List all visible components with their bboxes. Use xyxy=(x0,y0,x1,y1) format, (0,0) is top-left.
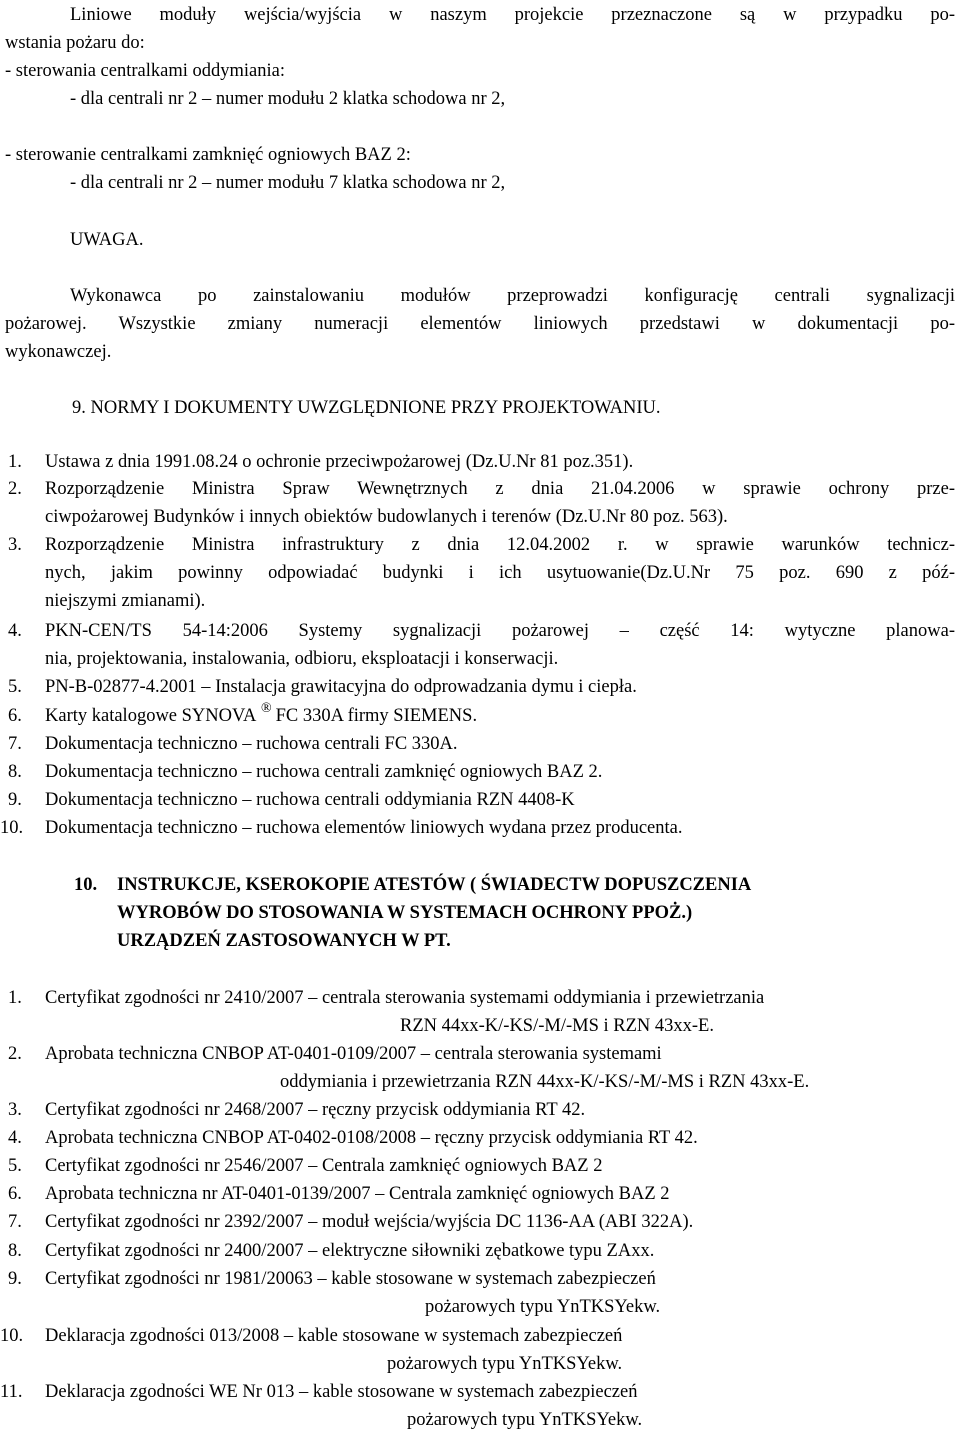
section-9-heading: 9. NORMY I DOKUMENTY UWZGLĘDNIONE PRZY PROJEKTOWANIU. xyxy=(72,398,661,418)
norm-item-3-line-3: niejszymi zmianami). xyxy=(45,591,206,611)
cert-number: 1. xyxy=(8,988,22,1008)
norm-item-4-line-2: nia, projektowania, instalowania, odbioru, eksploatacji i konserwacji. xyxy=(45,649,559,669)
cert-item-11-line-2: pożarowych typu YnTKSYekw. xyxy=(407,1410,643,1430)
intro-line-4: - dla centrali nr 2 – numer modułu 2 klatka schodowa nr 2, xyxy=(70,89,506,109)
cert-number: 6. xyxy=(8,1184,22,1204)
uwaga-line-3: wykonawczej. xyxy=(5,342,112,362)
cert-item-4: Aprobata techniczna CNBOP AT-0402-0108/2008 – ręczny przycisk oddymiania RT 42. xyxy=(45,1128,698,1148)
cert-number: 9. xyxy=(8,1269,22,1289)
cert-item-8: Certyfikat zgodności nr 2400/2007 – elektryczne siłowniki zębatkowe typu ZAxx. xyxy=(45,1241,655,1261)
cert-number: 4. xyxy=(8,1128,22,1148)
norm-number: 2. xyxy=(8,479,22,499)
norm-item-5: PN-B-02877-4.2001 – Instalacja grawitacyjna do odprowadzania dymu i ciepła. xyxy=(45,677,637,697)
cert-number: 11. xyxy=(0,1382,23,1402)
norm-item-6-text-b: FC 330A firmy SIEMENS. xyxy=(275,706,478,726)
cert-item-9-line-1: Certyfikat zgodności nr 1981/20063 – kable stosowane w systemach zabezpieczeń xyxy=(45,1269,656,1289)
uwaga-title: UWAGA. xyxy=(70,230,144,250)
uwaga-line-2: pożarowej. Wszystkie zmiany numeracji elementów liniowych przedstawi w dokumentacji po- xyxy=(5,314,955,334)
norm-item-2-line-2: ciwpożarowej Budynków i innych obiektów budowlanych i terenów (Dz.U.Nr 80 poz. 563). xyxy=(45,507,728,527)
norm-number: 6. xyxy=(8,706,22,726)
intro-line-6: - dla centrali nr 2 – numer modułu 7 klatka schodowa nr 2, xyxy=(70,173,506,193)
cert-number: 8. xyxy=(8,1241,22,1261)
cert-number: 7. xyxy=(8,1212,22,1232)
intro-line-1: Liniowe moduły wejścia/wyjścia w naszym projekcie przeznaczone są w przypadku po- xyxy=(70,5,955,25)
norm-item-3-line-2: nych, jakim powinny odpowiadać budynki i ich usytuowanie(Dz.U.Nr 75 poz. 690 z póź- xyxy=(45,563,955,583)
norm-number: 1. xyxy=(8,452,22,472)
cert-number: 5. xyxy=(8,1156,22,1176)
cert-item-10-line-1: Deklaracja zgodności 013/2008 – kable stosowane w systemach zabezpieczeń xyxy=(45,1326,623,1346)
norm-item-3-line-1: Rozporządzenie Ministra infrastruktury z dnia 12.04.2002 r. w sprawie warunków technicz- xyxy=(45,535,955,555)
cert-item-5: Certyfikat zgodności nr 2546/2007 – Centrala zamknięć ogniowych BAZ 2 xyxy=(45,1156,603,1176)
cert-item-9-line-2: pożarowych typu YnTKSYekw. xyxy=(425,1297,661,1317)
section-10-heading-line-2: WYROBÓW DO STOSOWANIA W SYSTEMACH OCHRONY PPOŻ.) xyxy=(117,903,693,923)
norm-item-8: Dokumentacja techniczno – ruchowa centrali zamknięć ogniowych BAZ 2. xyxy=(45,762,603,782)
cert-item-11-line-1: Deklaracja zgodności WE Nr 013 – kable stosowane w systemach zabezpieczeń xyxy=(45,1382,638,1402)
cert-number: 2. xyxy=(8,1044,22,1064)
norm-item-2-line-1: Rozporządzenie Ministra Spraw Wewnętrznych z dnia 21.04.2006 w sprawie ochrony prze- xyxy=(45,479,955,499)
norm-item-6 xyxy=(45,701,478,729)
norm-item-1: Ustawa z dnia 1991.08.24 o ochronie przeciwpożarowej (Dz.U.Nr 81 poz.351). xyxy=(45,452,634,472)
norm-number: 9. xyxy=(8,790,22,810)
cert-item-6: Aprobata techniczna nr AT-0401-0139/2007 – Centrala zamknięć ogniowych BAZ 2 xyxy=(45,1184,670,1204)
uwaga-line-1: Wykonawca po zainstalowaniu modułów przeprowadzi konfigurację centrali sygnalizacji xyxy=(70,286,955,306)
norm-number: 3. xyxy=(8,535,22,555)
registered-icon: ® xyxy=(260,701,272,716)
norm-item-7: Dokumentacja techniczno – ruchowa centrali FC 330A. xyxy=(45,734,458,754)
norm-item-6-text-a: Karty katalogowe SYNOVA xyxy=(45,706,256,726)
cert-item-3: Certyfikat zgodności nr 2468/2007 – ręczny przycisk oddymiania RT 42. xyxy=(45,1100,586,1120)
section-10-heading-line-1: INSTRUKCJE, KSEROKOPIE ATESTÓW ( ŚWIADECTW DOPUSZCZENIA xyxy=(117,875,752,895)
norm-number: 10. xyxy=(0,818,24,838)
norm-item-4-line-1: PKN-CEN/TS 54-14:2006 Systemy sygnalizacji pożarowej – część 14: wytyczne planowa- xyxy=(45,621,955,641)
cert-item-7: Certyfikat zgodności nr 2392/2007 – moduł wejścia/wyjścia DC 1136-AA (ABI 322A). xyxy=(45,1212,694,1232)
norm-number: 7. xyxy=(8,734,22,754)
intro-line-5: - sterowanie centralkami zamknięć ogniowych BAZ 2: xyxy=(5,145,411,165)
norm-number: 5. xyxy=(8,677,22,697)
cert-item-10-line-2: pożarowych typu YnTKSYekw. xyxy=(387,1354,623,1374)
intro-line-3: - sterowania centralkami oddymiania: xyxy=(5,61,285,81)
cert-item-2-line-1: Aprobata techniczna CNBOP AT-0401-0109/2007 – centrala sterowania systemami xyxy=(45,1044,662,1064)
norm-number: 4. xyxy=(8,621,22,641)
section-10-number: 10. xyxy=(74,875,98,895)
norm-number: 8. xyxy=(8,762,22,782)
norm-item-10: Dokumentacja techniczno – ruchowa elementów liniowych wydana przez producenta. xyxy=(45,818,683,838)
cert-item-2-line-2: oddymiania i przewietrzania RZN 44xx-K/-KS/-M/-MS i RZN 43xx-E. xyxy=(280,1072,810,1092)
intro-line-2: wstania pożaru do: xyxy=(5,33,145,53)
cert-item-1-line-2: RZN 44xx-K/-KS/-M/-MS i RZN 43xx-E. xyxy=(400,1016,714,1036)
cert-number: 3. xyxy=(8,1100,22,1120)
norm-item-9: Dokumentacja techniczno – ruchowa centrali oddymiania RZN 4408-K xyxy=(45,790,575,810)
section-10-heading-line-3: URZĄDZEŃ ZASTOSOWANYCH W PT. xyxy=(117,931,451,951)
cert-number: 10. xyxy=(0,1326,24,1346)
cert-item-1-line-1: Certyfikat zgodności nr 2410/2007 – centrala sterowania systemami oddymiania i przewietrzania xyxy=(45,988,765,1008)
